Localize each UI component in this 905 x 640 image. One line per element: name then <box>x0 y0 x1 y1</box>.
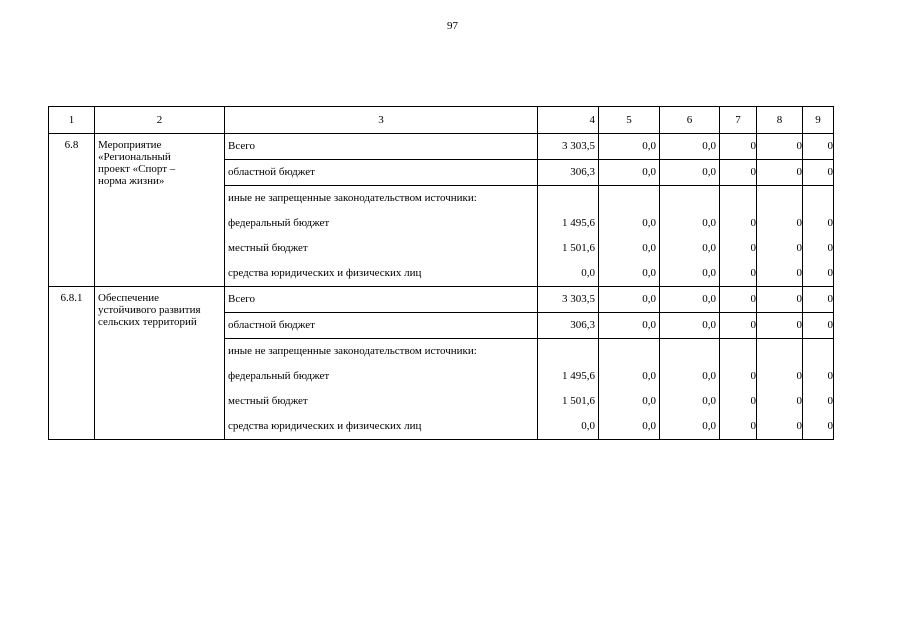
value-cell-col5: 0,0 <box>599 160 660 186</box>
value-cell-col5: 0,0 <box>599 287 660 313</box>
funding-source-label: федеральный бюджет <box>225 211 538 236</box>
value-cell-col9: 0 <box>803 389 834 414</box>
header-cell: 1 <box>49 107 95 134</box>
value-cell-col5: 0,0 <box>599 364 660 389</box>
value-cell-col5: 0,0 <box>599 261 660 287</box>
funding-source-label: местный бюджет <box>225 389 538 414</box>
value-cell-col6: 0,0 <box>660 389 720 414</box>
value-cell-col9: 0 <box>803 414 834 440</box>
value-cell-col9: 0 <box>803 287 834 313</box>
value-cell-col7 <box>720 186 757 212</box>
description-line: «Региональный <box>98 151 171 163</box>
row-index: 6.8 <box>49 134 95 287</box>
description-line: норма жизни» <box>98 175 165 187</box>
value-cell-col8 <box>757 339 803 365</box>
value-cell-col8: 0 <box>757 211 803 236</box>
value-cell-col8: 0 <box>757 287 803 313</box>
funding-source-label: федеральный бюджет <box>225 364 538 389</box>
value-cell-col6: 0,0 <box>660 287 720 313</box>
page-number: 97 <box>447 20 458 32</box>
value-cell-col7: 0 <box>720 313 757 339</box>
value-cell-col7: 0 <box>720 389 757 414</box>
value-cell-col8: 0 <box>757 389 803 414</box>
value-cell-col4: 1 501,6 <box>538 236 599 261</box>
funding-source-label: иные не запрещенные законодательством источники: <box>225 186 538 212</box>
value-cell-col8: 0 <box>757 261 803 287</box>
value-cell-col4 <box>538 339 599 365</box>
value-cell-col7: 0 <box>720 236 757 261</box>
value-cell-col6: 0,0 <box>660 261 720 287</box>
value-cell-col4: 1 501,6 <box>538 389 599 414</box>
row-description <box>95 287 225 440</box>
value-cell-col6: 0,0 <box>660 134 720 160</box>
value-cell-col8: 0 <box>757 313 803 339</box>
value-cell-col4: 306,3 <box>538 160 599 186</box>
header-cell: 5 <box>599 107 660 134</box>
value-cell-col4: 3 303,5 <box>538 134 599 160</box>
value-cell-col4: 1 495,6 <box>538 211 599 236</box>
header-cell: 7 <box>720 107 757 134</box>
budget-table <box>48 106 834 440</box>
funding-source-label: иные не запрещенные законодательством источники: <box>225 339 538 365</box>
description-line: проект «Спорт – <box>98 163 176 175</box>
value-cell-col9: 0 <box>803 364 834 389</box>
table-body <box>49 107 834 440</box>
funding-source-label: областной бюджет <box>225 160 538 186</box>
value-cell-col6: 0,0 <box>660 211 720 236</box>
value-cell-col6 <box>660 339 720 365</box>
funding-source-label: местный бюджет <box>225 236 538 261</box>
value-cell-col6: 0,0 <box>660 414 720 440</box>
header-cell: 3 <box>225 107 538 134</box>
value-cell-col6: 0,0 <box>660 160 720 186</box>
value-cell-col6: 0,0 <box>660 364 720 389</box>
value-cell-col7: 0 <box>720 287 757 313</box>
header-cell: 9 <box>803 107 834 134</box>
value-cell-col6: 0,0 <box>660 313 720 339</box>
value-cell-col8: 0 <box>757 364 803 389</box>
description-line: Обеспечение <box>98 292 159 304</box>
value-cell-col8: 0 <box>757 414 803 440</box>
value-cell-col9 <box>803 186 834 212</box>
description-line: устойчивого развития <box>98 304 201 316</box>
value-cell-col7: 0 <box>720 414 757 440</box>
row-description <box>95 134 225 287</box>
value-cell-col8 <box>757 186 803 212</box>
value-cell-col7: 0 <box>720 134 757 160</box>
value-cell-col4: 0,0 <box>538 261 599 287</box>
description-line: Мероприятие <box>98 139 162 151</box>
value-cell-col9: 0 <box>803 236 834 261</box>
header-row <box>49 107 834 134</box>
value-cell-col9 <box>803 339 834 365</box>
header-cell: 2 <box>95 107 225 134</box>
value-cell-col7: 0 <box>720 160 757 186</box>
value-cell-col4: 306,3 <box>538 313 599 339</box>
header-cell: 4 <box>538 107 599 134</box>
funding-source-label: средства юридических и физических лиц <box>225 261 538 287</box>
header-cell: 6 <box>660 107 720 134</box>
row-index: 6.8.1 <box>49 287 95 440</box>
value-cell-col8: 0 <box>757 134 803 160</box>
value-cell-col5: 0,0 <box>599 389 660 414</box>
value-cell-col5: 0,0 <box>599 414 660 440</box>
value-cell-col4: 3 303,5 <box>538 287 599 313</box>
funding-source-label: областной бюджет <box>225 313 538 339</box>
value-cell-col4: 0,0 <box>538 414 599 440</box>
funding-source-label: средства юридических и физических лиц <box>225 414 538 440</box>
value-cell-col5: 0,0 <box>599 236 660 261</box>
value-cell-col9: 0 <box>803 160 834 186</box>
value-cell-col7: 0 <box>720 261 757 287</box>
value-cell-col7 <box>720 339 757 365</box>
value-cell-col8: 0 <box>757 160 803 186</box>
description-line: сельских территорий <box>98 316 197 328</box>
value-cell-col4 <box>538 186 599 212</box>
value-cell-col5: 0,0 <box>599 211 660 236</box>
value-cell-col7: 0 <box>720 364 757 389</box>
value-cell-col6 <box>660 186 720 212</box>
value-cell-col5 <box>599 339 660 365</box>
value-cell-col5 <box>599 186 660 212</box>
value-cell-col9: 0 <box>803 211 834 236</box>
value-cell-col5: 0,0 <box>599 134 660 160</box>
header-cell: 8 <box>757 107 803 134</box>
value-cell-col6: 0,0 <box>660 236 720 261</box>
funding-source-label: Всего <box>225 134 538 160</box>
value-cell-col9: 0 <box>803 313 834 339</box>
value-cell-col4: 1 495,6 <box>538 364 599 389</box>
value-cell-col9: 0 <box>803 134 834 160</box>
value-cell-col7: 0 <box>720 211 757 236</box>
funding-source-label: Всего <box>225 287 538 313</box>
value-cell-col8: 0 <box>757 236 803 261</box>
value-cell-col9: 0 <box>803 261 834 287</box>
table-row <box>49 287 834 313</box>
table-row <box>49 134 834 160</box>
value-cell-col5: 0,0 <box>599 313 660 339</box>
